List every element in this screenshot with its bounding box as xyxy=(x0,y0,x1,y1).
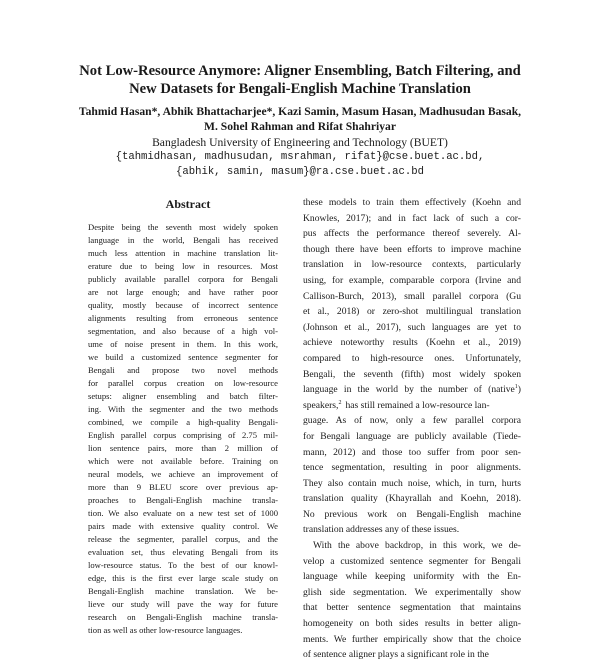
paper-title-line: Not Low-Resource Anymore: Aligner Ensembling, Batch Filtering, and xyxy=(79,63,521,79)
abstract-line: evaluation set, thus elevating Bengali from its xyxy=(88,547,278,557)
abstract-line: proaches to Bengali-English machine transla- xyxy=(88,495,278,505)
abstract-line: are not large enough; and have rather poor xyxy=(88,287,278,297)
abstract-line: neural models, we achieve an improvement of xyxy=(88,469,278,479)
body-line: Callison-Burch, 2013), small parallel corpora (Gu xyxy=(303,290,521,302)
body-text: speakers, xyxy=(303,399,339,411)
body-text: ) xyxy=(517,384,521,396)
body-line xyxy=(303,382,521,398)
body-line: translation in low-resource contexts, particularly xyxy=(303,259,521,271)
body-line: these models to train them effectively (Koehn and xyxy=(303,197,521,208)
body-line: pus affects the performance thereof severely. Al- xyxy=(303,228,521,240)
abstract-line: combined, we compile a high-quality Bengali- xyxy=(88,417,278,427)
author-list xyxy=(40,104,560,134)
abstract-line: ing. With the segmenter and the two methods xyxy=(88,404,278,414)
abstract-line: language in the world, Bengali has received xyxy=(88,235,278,245)
abstract-line: edge, this is the first ever large scale study on xyxy=(88,573,278,583)
body-line: guage. As of now, only a few parallel corpora xyxy=(303,415,521,427)
abstract-line: quality, mostly because of incorrect sentence xyxy=(88,300,278,310)
body-line: compared to high-resource ones. Unfortunately, xyxy=(303,352,521,364)
body-line: glish side segmentation. We experimentally show xyxy=(303,586,521,598)
footnote-marker: 2 xyxy=(338,399,342,406)
body-line: that better sentence segmentation that maintains xyxy=(303,602,521,614)
abstract-line: publicly available parallel corpora for Bengali xyxy=(88,274,278,284)
body-line: translation addresses any of these issues. xyxy=(303,524,460,536)
paper-title xyxy=(40,62,560,98)
paper-title-line: New Datasets for Bengali-English Machine Translation xyxy=(129,81,471,97)
abstract-line: English parallel corpus comprising of 2.75 mil- xyxy=(88,430,278,440)
abstract-line: release the segmenter, parallel corpus, and the xyxy=(88,534,278,544)
abstract-line: pairs made with extensive quality control. We xyxy=(88,521,278,531)
body-line: for Bengali language are publicly available (Tiede- xyxy=(303,430,521,442)
body-line: tence segmentation, resulting in poor alignments. xyxy=(303,462,521,474)
email-line: {tahmidhasan, madhusudan, msrahman, rifat}@cse.buet.ac.bd, xyxy=(115,151,485,163)
body-text: has still remained a low-resource lan- xyxy=(345,399,490,411)
email-line: {abhik, samin, masum}@ra.cse.buet.ac.bd xyxy=(176,166,424,178)
affiliation: Bangladesh University of Engineering and Technology (BUET) xyxy=(152,136,448,149)
body-line: of sentence aligner plays a significant role in the xyxy=(303,649,489,661)
body-line: Bengali, the seventh (fifth) most widely spoken xyxy=(303,368,521,380)
abstract-line: low-resource status. To the best of our knowl- xyxy=(88,560,278,570)
abstract-line: research on Bengali-English machine transla- xyxy=(88,612,278,622)
body-line: velop a customized sentence segmenter for Bengali xyxy=(303,555,521,567)
body-line: translation quality (Khayrallah and Koehn, 2018). xyxy=(303,493,521,505)
author-line: Tahmid Hasan*, Abhik Bhattacharjee*, Kazi Samin, Masum Hasan, Madhusudan Basak, xyxy=(78,105,522,118)
body-line: et al., 2018) or zero-shot multilingual translation xyxy=(303,306,521,318)
abstract-line: tion. We also evaluate on a new test set of 1000 xyxy=(88,508,278,518)
abstract-line: tion as well as other low-resource languages. xyxy=(88,625,243,635)
body-line: With the above backdrop, in this work, we de- xyxy=(313,540,521,552)
body-line: though there have been efforts to improve machine xyxy=(303,243,521,255)
body-line: homogeneity on both sides results in better align- xyxy=(303,618,521,630)
body-text: language in the world by the number of (native xyxy=(303,384,515,396)
body-line: achieve noteworthy results (Koehn et al., 2019) xyxy=(303,337,521,349)
abstract-line: alignments resulting from erroneous sentence xyxy=(88,313,278,323)
body-line: They also contain much noise, which, in turn, hurts xyxy=(303,477,521,489)
abstract-body xyxy=(88,221,278,637)
body-line: (Johnson et al., 2017), such languages are yet to xyxy=(303,321,521,333)
abstract-line: lion sentence pairs, more than 2 million of xyxy=(88,443,278,453)
body-line: using, for example, comparable corpora (Irvine and xyxy=(303,274,521,286)
abstract-line: we build a customized sentence segmenter for xyxy=(88,352,278,362)
body-line: language while keeping uniformity with the En- xyxy=(303,571,521,583)
abstract-line: Despite being the seventh most widely spoken xyxy=(88,222,278,232)
abstract-line: segmentation, and also because of a high vol- xyxy=(88,326,278,336)
footnote-marker: 1 xyxy=(514,383,518,390)
abstract-line: lieve our study will pave the way for future xyxy=(88,599,278,609)
abstract-line: ume of noise present in them. In this work, xyxy=(88,339,278,349)
author-emails xyxy=(40,150,560,180)
body-line xyxy=(303,398,521,414)
abstract-line: for parallel corpus creation on low-resource xyxy=(88,378,278,388)
abstract-line: setups: aligner ensembling and batch filter- xyxy=(88,391,278,401)
abstract-line: erature due to being low in resources. Most xyxy=(88,261,278,271)
abstract-line: Bengali-English machine translation. We be- xyxy=(88,586,278,596)
abstract-line: which were not available before. Training on xyxy=(88,456,278,466)
author-line: M. Sohel Rahman and Rifat Shahriyar xyxy=(204,120,396,133)
body-line: Knowles, 2017); and in fact lack of such a cor- xyxy=(303,212,521,224)
body-line: mann, 2012) and those too suffer from poor sen- xyxy=(303,446,521,458)
abstract-heading: Abstract xyxy=(165,197,211,211)
introduction-column xyxy=(303,195,521,663)
abstract-line: more than 9 BLEU score over previous ap- xyxy=(88,482,278,492)
abstract-line: Bengali and propose two novel methods xyxy=(88,365,278,375)
body-line: No previous work on Bengali-English machine xyxy=(303,508,521,520)
body-line: ments. We further empirically show that the choice xyxy=(303,633,521,645)
abstract-line: much less attention in machine translation lit- xyxy=(88,248,278,258)
